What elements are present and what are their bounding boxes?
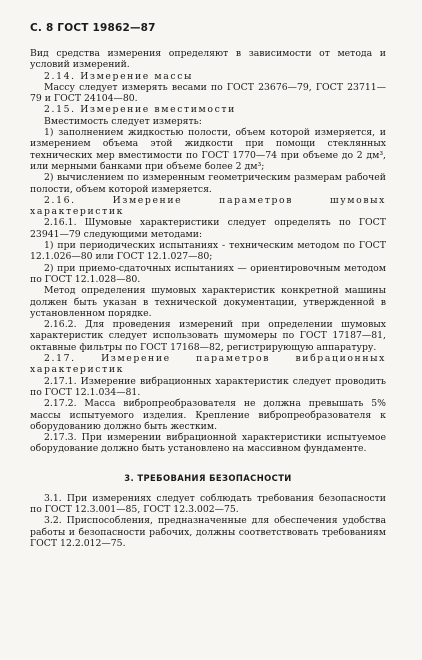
paragraph: 3.2. Приспособления, предназначенные для обеспечения удобства работы и безопасности рабочих, должны соответствовать требованиям ГОСТ 12.2.012—75. bbox=[30, 515, 386, 549]
paragraph: 3.1. При измерениях следует соблюдать требования безопасности по ГОСТ 12.3.001—85, ГОСТ 12.3.002—75. bbox=[30, 492, 386, 515]
paragraph: Вместимость следует измерять: bbox=[44, 115, 202, 127]
list-item: 2) вычислением по измеренным геометрическим размерам рабочей полости, объем которой измеряется. bbox=[30, 172, 386, 195]
list-item: 2) при приемо-сдаточных испытаниях — ориентировочным методом по ГОСТ 12.1.028—80. bbox=[30, 262, 386, 285]
list-item: 1) заполнением жидкостью полости, объем которой измеряется, и измерением объема этой жидкости при помощи стеклянных технических мер вместимости по ГОСТ 1770—74 при объеме до 2 дм³, или мерными банками при объеме более 2 дм³; bbox=[30, 127, 386, 172]
paragraph: Вид средства измерения определяют в зависимости от метода и условий измерений. bbox=[30, 48, 386, 71]
subsection-heading: 2.16. Измерение параметров шумовых характеристик bbox=[30, 194, 386, 218]
list-item: 1) при периодических испытаниях - техническим методом по ГОСТ 12.1.026—80 или ГОСТ 12.1.027—80; bbox=[30, 240, 386, 263]
paragraph: 2.16.1. Шумовые характеристики следует определять по ГОСТ 23941—79 следующими методами: bbox=[30, 217, 386, 240]
paragraph: 2.17.2. Масса вибропреобразователя не должна превышать 5% массы испытуемого изделия. Крепление вибропреобразователя к оборудованию должно быть жестким. bbox=[30, 398, 386, 432]
subsection-heading: 2.15. Измерение вместимости bbox=[44, 104, 236, 116]
subsection-heading: 2.14. Измерение массы bbox=[44, 70, 194, 82]
section-title: 3. ТРЕБОВАНИЯ БЕЗОПАСНОСТИ bbox=[124, 472, 292, 483]
paragraph: 2.17.3. При измерении вибрационной характеристики испытуемое оборудование должно быть установлено на массивном фундаменте. bbox=[30, 432, 386, 455]
paragraph: 2.16.2. Для проведения измерений при определении шумовых характеристик следует использовать шумомеры по ГОСТ 17187—81, октавные фильтры по ГОСТ 17168—82, регистрирующую аппаратуру. bbox=[30, 319, 386, 353]
page-header: С. 8 ГОСТ 19862—87 bbox=[30, 22, 156, 34]
subsection-heading: 2.17. Измерение параметров вибрационных характеристик bbox=[30, 353, 386, 376]
paragraph: 2.17.1. Измерение вибрационных характеристик следует проводить по ГОСТ 12.1.034—81. bbox=[30, 375, 386, 398]
paragraph: Массу следует измерять весами по ГОСТ 23676—79, ГОСТ 23711—79 и ГОСТ 24104—80. bbox=[30, 81, 386, 105]
paragraph: Метод определения шумовых характеристик конкретной машины должен быть указан в технической документации, утвержденной в установленном порядке. bbox=[30, 285, 386, 319]
